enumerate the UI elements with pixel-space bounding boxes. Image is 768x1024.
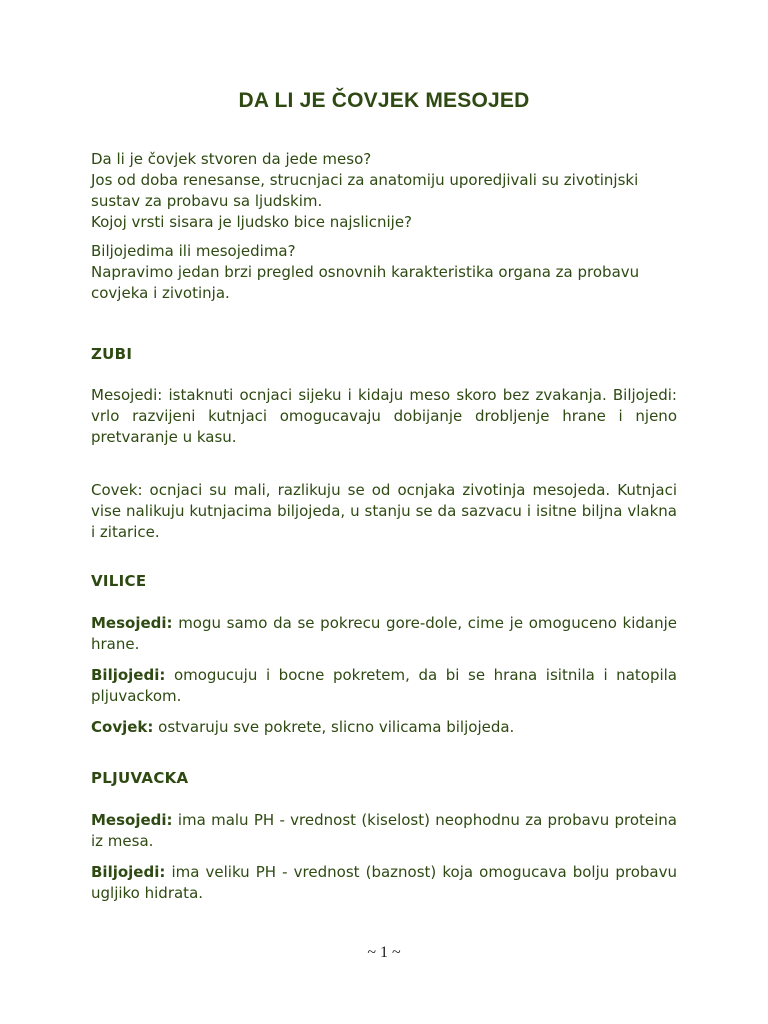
- page-number: ~ 1 ~: [367, 944, 401, 961]
- paragraph-text: Mesojedi: istaknuti ocnjaci sijeku i kidaju meso skoro bez zvakanja. Biljojedi: vrlo razvijeni kutnjaci omogucavaju dobijanje drobljenje hrane i njeno pretvaranje u kasu.: [91, 386, 677, 446]
- paragraph-text: Covek: ocnjaci su mali, razlikuju se od ocnjaka zivotinja mesojeda. Kutnjaci vise nalikuju kutnjacima biljojeda, u stanju se da sazvacu i isitne biljna vlakna i zitarice.: [91, 481, 677, 541]
- section-heading-zubi: ZUBI: [91, 345, 133, 363]
- vilice-item-covjek: [91, 717, 677, 738]
- section-heading-vilice: VILICE: [91, 572, 147, 590]
- item-lead: Mesojedi:: [91, 811, 173, 829]
- pljuvacka-item-biljojedi: [91, 862, 677, 904]
- item-lead: Covjek:: [91, 718, 154, 736]
- vilice-item-biljojedi: [91, 665, 677, 707]
- item-lead: Biljojedi:: [91, 863, 166, 881]
- item-text: ima malu PH - vrednost (kiselost) neophodnu za probavu proteina iz mesa.: [91, 811, 677, 850]
- item-text: omogucuju i bocne pokretem, da bi se hrana isitnila i natopila pljuvackom.: [91, 666, 677, 705]
- intro-line: Napravimo jedan brzi pregled osnovnih karakteristika organa za probavu covjeka i zivotinja.: [91, 263, 640, 302]
- pljuvacka-item-mesojedi: [91, 810, 677, 852]
- intro-line: Jos od doba renesanse, strucnjaci za anatomiju uporedjivali su zivotinjski sustav za probavu sa ljudskim.: [91, 171, 639, 210]
- intro-line: Da li je čovjek stvoren da jede meso?: [91, 150, 372, 168]
- intro-block-2: [91, 241, 677, 304]
- item-lead: Biljojedi:: [91, 666, 166, 684]
- intro-block: [91, 149, 677, 233]
- item-text: ima veliku PH - vrednost (baznost) koja omogucava bolju probavu ugljiko hidrata.: [91, 863, 677, 902]
- zubi-paragraph-1: [91, 385, 677, 448]
- item-lead: Mesojedi:: [91, 614, 173, 632]
- intro-line: Biljojedima ili mesojedima?: [91, 242, 296, 260]
- intro-line: Kojoj vrsti sisara je ljudsko bice najslicnije?: [91, 213, 413, 231]
- vilice-item-mesojedi: [91, 613, 677, 655]
- zubi-paragraph-2: [91, 480, 677, 543]
- item-text: ostvaruju sve pokrete, slicno vilicama biljojeda.: [153, 718, 515, 736]
- section-heading-pljuvacka: PLJUVACKA: [91, 769, 189, 787]
- document-title: DA LI JE ČOVJEK MESOJED: [238, 89, 530, 112]
- item-text: mogu samo da se pokrecu gore-dole, cime je omoguceno kidanje hrane.: [91, 614, 677, 653]
